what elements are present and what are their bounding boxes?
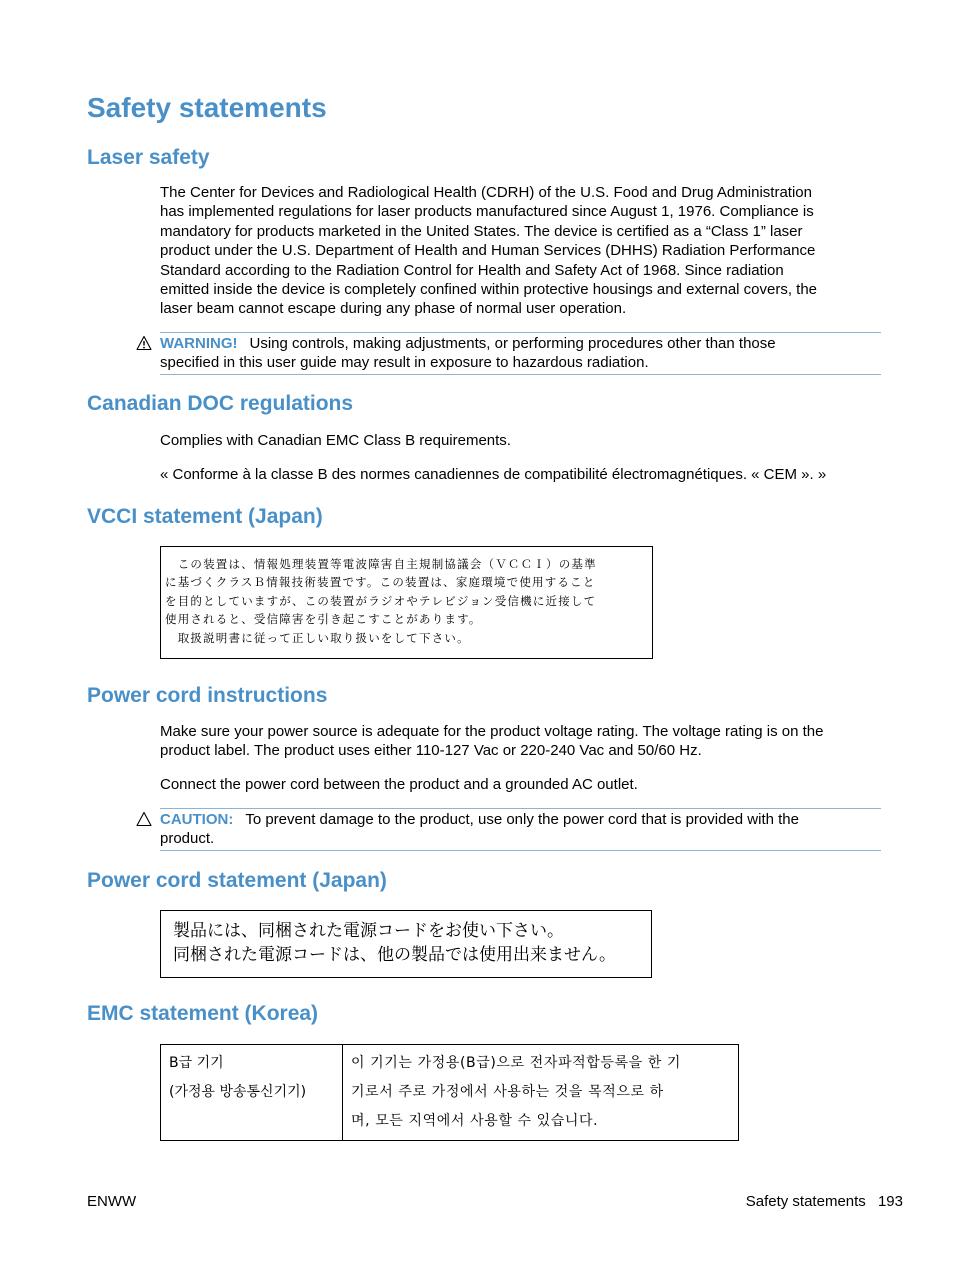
power-cord-japan-heading: Power cord statement (Japan)	[87, 869, 387, 892]
power-p2: Connect the power cord between the product and a grounded AC outlet.	[160, 776, 638, 793]
emc-korea-statement-cell	[343, 1045, 739, 1141]
warning-text-line1: Using controls, making adjustments, or performing procedures other than those	[249, 335, 776, 352]
laser-line: has implemented regulations for laser products manufactured since August 1, 1976. Compliance is	[160, 203, 814, 221]
warning-note	[160, 332, 881, 375]
emc-korea-class-cell	[161, 1045, 343, 1141]
warning-text-line2: specified in this user guide may result in exposure to hazardous radiation.	[160, 354, 649, 372]
power-cord-japan-line2: 同梱された電源コードは、他の製品では使用出来ません。	[173, 945, 617, 965]
laser-line: Standard according to the Radiation Control for Health and Safety Act of 1968. Since radiation	[160, 261, 784, 279]
vcci-line: に基づくクラスＢ情報技術装置です。この装置は、家庭環境で使用すること	[165, 575, 596, 590]
vcci-line: 使用されると、受信障害を引き起こすことがあります。	[165, 612, 482, 627]
power-p1-line2: product label. The product uses either 110-127 Vac or 220-240 Vac and 50/60 Hz.	[160, 742, 702, 760]
emc-korea-statement-line: 며, 모든 지역에서 사용할 수 있습니다.	[351, 1113, 599, 1129]
laser-line: laser beam cannot escape during any phase of normal user operation.	[160, 300, 627, 318]
caution-label: CAUTION:	[160, 811, 234, 828]
laser-line: mandatory for products marketed in the United States. The device is certified as a “Class 1” laser	[160, 222, 803, 240]
laser-safety-body	[160, 183, 880, 319]
emc-korea-class-desc: (가정용 방송통신기기)	[169, 1084, 307, 1100]
emc-korea-class: B급 기기	[169, 1055, 224, 1071]
canadian-p2: « Conforme à la classe B des normes canadiennes de compatibilité électromagnétiques. « CEM ». »	[160, 466, 827, 483]
footer-right	[746, 1192, 903, 1211]
caution-triangle-icon	[136, 811, 152, 827]
warning-triangle-icon	[136, 335, 152, 351]
caution-text-line1: To prevent damage to the product, use only the power cord that is provided with the	[245, 811, 799, 828]
warning-label: WARNING!	[160, 335, 238, 352]
vcci-line: 取扱説明書に従って正しい取り扱いをして下さい。	[165, 630, 470, 645]
power-p1	[160, 722, 885, 761]
table-row	[161, 1045, 739, 1141]
canadian-doc-heading: Canadian DOC regulations	[87, 392, 354, 415]
footer-section-title: Safety statements	[745, 1193, 866, 1210]
emc-korea-heading: EMC statement (Korea)	[87, 1002, 319, 1025]
emc-korea-statement-line: 기로서 주로 가정에서 사용하는 것을 목적으로 하	[351, 1084, 664, 1100]
power-cord-japan-line1: 製品には、同梱された電源コードをお使い下さい。	[173, 921, 564, 941]
power-p1-line1: Make sure your power source is adequate for the product voltage rating. The voltage rating is on the	[160, 723, 824, 740]
footer-left: ENWW	[87, 1193, 137, 1210]
caution-text-line2: product.	[160, 830, 215, 848]
canadian-p1: Complies with Canadian EMC Class B requirements.	[160, 432, 511, 449]
laser-line: emitted inside the device is completely confined within protective housings and external covers, the	[160, 281, 818, 299]
vcci-line: この装置は、情報処理装置等電波障害自主規制協議会（ＶＣＣＩ）の基準	[165, 557, 597, 571]
laser-safety-heading: Laser safety	[87, 146, 210, 169]
power-cord-heading: Power cord instructions	[87, 684, 328, 707]
emc-korea-table	[160, 1044, 739, 1141]
vcci-statement-box	[160, 546, 653, 659]
power-cord-japan-box	[160, 910, 652, 978]
vcci-heading: VCCI statement (Japan)	[87, 505, 323, 528]
page-number: 193	[877, 1193, 903, 1210]
emc-korea-statement-line: 이 기기는 가정용(B급)으로 전자파적합등록을 한 기	[351, 1055, 682, 1071]
page-title: Safety statements	[87, 92, 327, 123]
caution-note	[160, 808, 881, 851]
laser-line: The Center for Devices and Radiological Health (CDRH) of the U.S. Food and Drug Administration	[160, 184, 812, 201]
vcci-line: を目的としていますが、この装置がラジオやテレビジョン受信機に近接して	[165, 593, 597, 608]
laser-line: product under the U.S. Department of Health and Human Services (DHHS) Radiation Performance	[160, 242, 816, 260]
